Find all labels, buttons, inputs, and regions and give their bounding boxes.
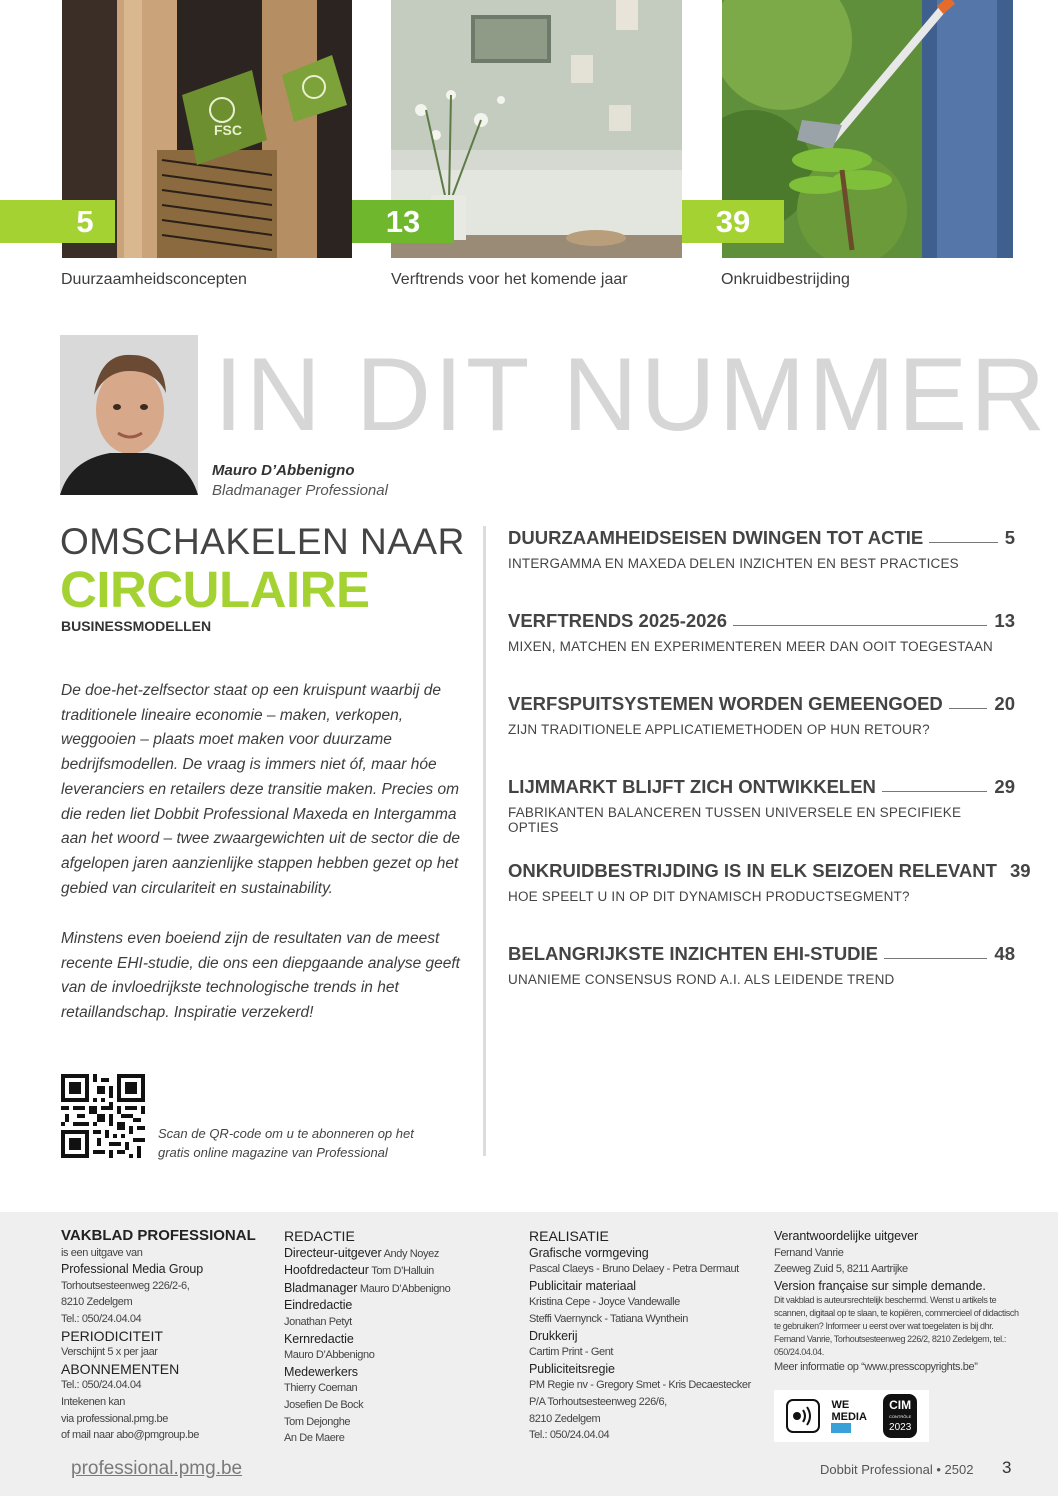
colophon-text: P/A Torhoutsesteenweg 226/6, [529, 1395, 667, 1408]
qr-code[interactable] [61, 1074, 145, 1158]
colophon-text: is een uitgave van [61, 1246, 143, 1259]
intro-heading-line3: BUSINESSMODELLEN [61, 618, 212, 634]
colophon-person: Jonathan Petyt [284, 1315, 352, 1328]
colophon-text: Tel.: 050/24.04.04 [529, 1429, 610, 1442]
feature-page-badge: 13 [352, 200, 454, 243]
page-number: 3 [1002, 1458, 1012, 1477]
toc-page: 39 [1009, 860, 1031, 881]
toc-title: DUURZAAMHEIDSEISEN DWINGEN TOT ACTIE [508, 527, 924, 548]
colophon-publisher [61, 1228, 271, 1444]
colophon-person: Josefien De Bock [284, 1398, 364, 1411]
cim-logo-text: 2023 [889, 1421, 912, 1433]
toc-entry[interactable] [508, 776, 1015, 835]
feature-caption: Duurzaamheidsconcepten [61, 271, 247, 288]
toc-leader [882, 791, 988, 792]
colophon-text: Verschijnt 5 x per jaar [61, 1346, 158, 1359]
colophon-text: 8210 Zedelgem [61, 1296, 133, 1309]
we-media-logo [831, 1399, 871, 1433]
feature-page-badge: 5 [0, 200, 115, 243]
colophon-text: Intekenen kan [61, 1395, 125, 1408]
colophon-role: Grafische vormgeving [529, 1245, 649, 1260]
toc-title: BELANGRIJKSTE INZICHTEN EHI-STUDIE [508, 943, 879, 964]
toc-leader [929, 542, 997, 543]
colophon-heading: Verantwoordelijke uitgever [774, 1229, 919, 1243]
colophon-heading: ABONNEMENTEN [61, 1360, 180, 1377]
website-link[interactable]: professional.pmg.be [71, 1458, 243, 1479]
partner-logos [774, 1390, 929, 1442]
colophon-text: of mail naar abo@pmgroup.be [61, 1429, 199, 1442]
intro-paragraph: Minstens even boeiend zijn de resultaten van de meest recente EHI-studie, die ons een diepgaande analyse geeft van de invloedrijkste technologische trends in het retaillandschap. Inspiratie verzekerd! [61, 930, 460, 1022]
colophon-role: Directeur-uitgever [284, 1245, 382, 1260]
page-title: IN DIT NUMMER [214, 337, 1049, 453]
colophon-person: An De Maere [284, 1432, 345, 1445]
column-divider [483, 526, 486, 1156]
colophon-person: Tom Dejonghe [284, 1415, 351, 1428]
colophon-heading: REDACTIE [284, 1228, 355, 1244]
colophon-heading: REALISATIE [529, 1228, 609, 1244]
toc-page: 13 [994, 610, 1015, 631]
cim-logo [883, 1394, 917, 1438]
colophon-role: Medewerkers [284, 1364, 358, 1379]
toc-subtitle: HOE SPEELT U IN OP DIT DYNAMISCH PRODUCTSEGMENT? [508, 889, 910, 904]
copyright-notice: Dit vakblad is auteursrechtelijk beschermd. Wenst u artikels te scannen, digitaal op te slaan, te kopiëren, commercieel of didactisch te gebruiken? Informeer u eerst over wat toegelaten is bij dhr. Fernand Vanrie, Torhoutsesteenweg 226/2, 8210 Zedelgem, tel.: 050/24.04.04. [774, 1295, 1019, 1358]
toc-page: 48 [994, 943, 1015, 964]
toc-title: ONKRUIDBESTRIJDING IS IN ELK SEIZOEN RELEVANT [508, 860, 997, 881]
colophon-person: Pascal Claeys - Bruno Delaey - Petra Dermaut [529, 1263, 739, 1276]
we-media-logo-text: WE [831, 1399, 850, 1411]
cim-logo-text: CONTRÔLE [889, 1413, 912, 1419]
audio-icon [786, 1399, 820, 1433]
colophon-text: Tel.: 050/24.04.04 [61, 1312, 142, 1325]
colophon-person: Cartim Print - Gent [529, 1346, 614, 1359]
feature-page-badge: 39 [682, 200, 784, 243]
qr-instructions: Scan de QR-code om u te abonneren op het gratis online magazine van Professional [158, 1126, 414, 1160]
cim-logo-text: CIM [889, 1397, 912, 1412]
toc-page: 29 [994, 776, 1015, 797]
colophon-person: Mauro D’Abbenigno [359, 1282, 451, 1295]
colophon-role: Publiciteitsregie [529, 1361, 615, 1376]
toc-entry[interactable] [508, 693, 1015, 737]
colophon-text: via professional.pmg.be [61, 1412, 168, 1425]
toc-leader [949, 708, 988, 709]
colophon-person: Thierry Coeman [284, 1382, 358, 1395]
colophon-role: Kernredactie [284, 1331, 354, 1346]
colophon-text: Fernand Vanrie [774, 1246, 844, 1259]
colophon-role: Hoofdredacteur [284, 1263, 369, 1278]
author-role: Bladmanager Professional [212, 482, 388, 499]
colophon-text: Zeeweg Zuid 5, 8211 Aartrijke [774, 1263, 908, 1276]
colophon-person: Mauro D’Abbenigno [284, 1349, 375, 1362]
toc-leader [884, 958, 987, 959]
colophon-heading: PERIODICITEIT [61, 1327, 163, 1344]
intro-heading-highlight: CIRCULAIRE [60, 561, 370, 618]
colophon-editorial [284, 1228, 514, 1447]
colophon-role: Drukkerij [529, 1328, 578, 1343]
toc-subtitle: UNANIEME CONSENSUS ROND A.I. ALS LEIDENDE TREND [508, 972, 895, 987]
colophon-role: Publicitair materiaal [529, 1278, 636, 1293]
colophon-production [529, 1228, 759, 1444]
toc-leader [733, 625, 987, 626]
we-media-logo-text: MEDIA [831, 1411, 867, 1423]
toc-title: LIJMMARKT BLIJFT ZICH ONTWIKKELEN [508, 776, 876, 797]
intro-paragraph: De doe-het-zelfsector staat op een kruispunt waarbij de traditionele lineaire economie – maken, verkopen, weggooien – plaats moet maken voor duurzame bedrijfsmodellen. De vraag is immers niet óf, maar hóe leveranciers en retailers deze transitie maken. Precies om die reden liet Dobbit Professional Maxeda en Intergamma aan het woord – twee zwaargewichten uit de sector die de afgelopen jaren aanzienlijke stappen hebben gezet op het gebied van circulariteit en sustainability. [61, 682, 460, 897]
toc-subtitle: INTERGAMMA EN MAXEDA DELEN INZICHTEN EN BEST PRACTICES [508, 556, 959, 571]
colophon-responsible-publisher [774, 1228, 1024, 1376]
feature-caption: Verftrends voor het komende jaar [391, 271, 628, 288]
colophon-text: Tel.: 050/24.04.04 [61, 1379, 142, 1392]
colophon-text: Version française sur simple demande. [774, 1278, 986, 1293]
toc-subtitle: FABRIKANTEN BALANCEREN TUSSEN UNIVERSELE EN SPECIFIEKE OPTIES [508, 805, 962, 835]
toc-subtitle: MIXEN, MATCHEN EN EXPERIMENTEREN MEER DAN OOIT TOEGESTAAN [508, 639, 993, 654]
colophon-role: Bladmanager [284, 1280, 358, 1295]
toc-entry[interactable] [508, 527, 1015, 571]
colophon-person: Andy Noyez [383, 1247, 439, 1260]
toc-subtitle: ZIJN TRADITIONELE APPLICATIEMETHODEN OP HUN RETOUR? [508, 722, 930, 737]
toc-title: VERFTRENDS 2025-2026 [508, 610, 728, 631]
feature-caption: Onkruidbestrijding [721, 271, 850, 288]
toc-page: 20 [994, 693, 1015, 714]
colophon-person: Tom D’Halluin [371, 1265, 434, 1278]
colophon-text: Torhoutsesteenweg 226/2-6, [61, 1279, 190, 1292]
colophon-person: Kristina Cepe - Joyce Vandewalle [529, 1296, 680, 1309]
colophon-person: PM Regie nv - Gregory Smet - Kris Decaestecker [529, 1379, 751, 1392]
colophon-heading: VAKBLAD PROFESSIONAL [61, 1227, 256, 1244]
toc-entry[interactable] [508, 943, 1015, 987]
colophon-person: Steffi Vaernynck - Tatiana Wynthein [529, 1312, 688, 1325]
publication-issue: Dobbit Professional • 2502 [820, 1462, 974, 1477]
we-media-logo-mark [831, 1423, 871, 1433]
author-portrait [60, 335, 198, 495]
svg-text:FSC: FSC [214, 122, 242, 138]
author-name: Mauro D’Abbenigno [212, 462, 355, 479]
colophon-role: Eindredactie [284, 1298, 353, 1313]
colophon-link[interactable]: Meer informatie op “www.presscopyrights.be” [774, 1361, 978, 1374]
toc-entry[interactable] [508, 860, 1031, 904]
intro-heading-line1: OMSCHAKELEN NAAR [60, 521, 465, 562]
colophon-text: Professional Media Group [61, 1262, 204, 1277]
toc-page: 5 [1004, 527, 1015, 548]
toc-title: VERFSPUITSYSTEMEN WORDEN GEMEENGOED [508, 693, 943, 714]
colophon-text: 8210 Zedelgem [529, 1412, 601, 1425]
toc-entry[interactable] [508, 610, 1015, 654]
